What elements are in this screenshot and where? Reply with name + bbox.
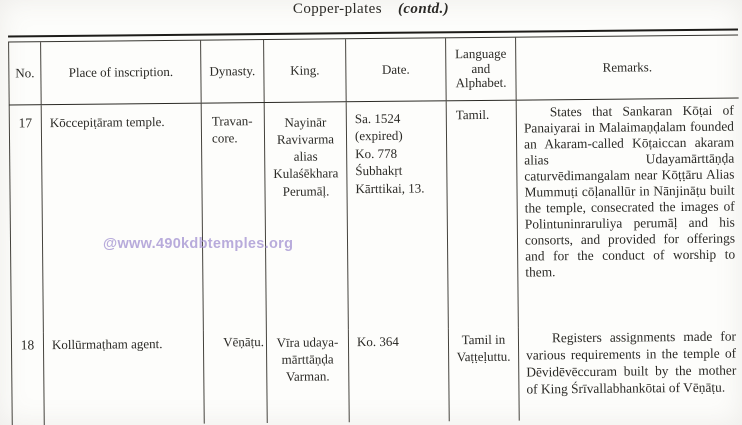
column-header-dynasty: Dynasty. xyxy=(200,40,264,103)
cell-remarks: States that Sankaran Kōṭai of Panaiyarai in Malaimaṇḍalam founded an Akaram-called Kōṭaiccan akaram alias Udayamārttāṇḍa caturvēdimangalam near Kōṭṭāru Alias Mummuṭi cōḷanallūr in Nānjināṭu built the temple, consecrated the images of Polintuninraruliya perumāḷ and his consorts, and provided for offerings and for the conduct of worship to them. xyxy=(516,98,741,327)
cell-remarks: Registers assignments made for various requirements in the temple of Dēvidēvēccuram built by the mother of King Śrīvallabhankōtai of Vēṇāṭu. xyxy=(518,325,742,420)
watermark: @www.490kdbtemples.org xyxy=(103,236,294,252)
cell-language-alphabet: Tamil in Vaṭṭeḷuttu. xyxy=(448,328,519,422)
column-header-remarks: Remarks. xyxy=(515,35,739,99)
column-header-language: Language and Alphabet. xyxy=(445,38,516,101)
cell-date: Ko. 364 xyxy=(348,328,449,422)
cell-king: Vīra udaya- mārttāṇḍa Varman. xyxy=(266,329,349,423)
title-contd-text: (contd.) xyxy=(397,1,450,17)
inscriptions-table xyxy=(8,28,742,425)
page-title xyxy=(0,1,742,18)
cell-place-of-inscription: Kollūrmaṭham agent. xyxy=(43,331,204,425)
column-header-place: Place of inscription. xyxy=(40,41,201,105)
cell-dynasty: Vēṇāṭu. xyxy=(203,330,267,424)
title-text: Copper-plates xyxy=(292,1,382,17)
cell-language-alphabet: Tamil. xyxy=(446,101,518,329)
table-header-row xyxy=(8,35,739,105)
table-row xyxy=(9,98,741,332)
column-header-date: Date. xyxy=(345,38,446,101)
table-row xyxy=(11,325,742,425)
cell-date: Sa. 1524 (expired) Ko. 778 Śubhakṛt Kārttikai, 13. xyxy=(346,101,448,329)
cell-place-of-inscription: Kōccepiṭāram temple. xyxy=(41,104,203,333)
column-header-no: No. xyxy=(8,42,41,104)
column-header-king: King. xyxy=(263,39,346,102)
cell-dynasty: Travan- core. xyxy=(201,103,266,331)
cell-king: Nayinār Ravivarma alias Kulaśēkhara Perumāḷ. xyxy=(264,102,348,330)
cell-no: 18 xyxy=(11,332,44,425)
cell-no: 17 xyxy=(9,105,43,332)
